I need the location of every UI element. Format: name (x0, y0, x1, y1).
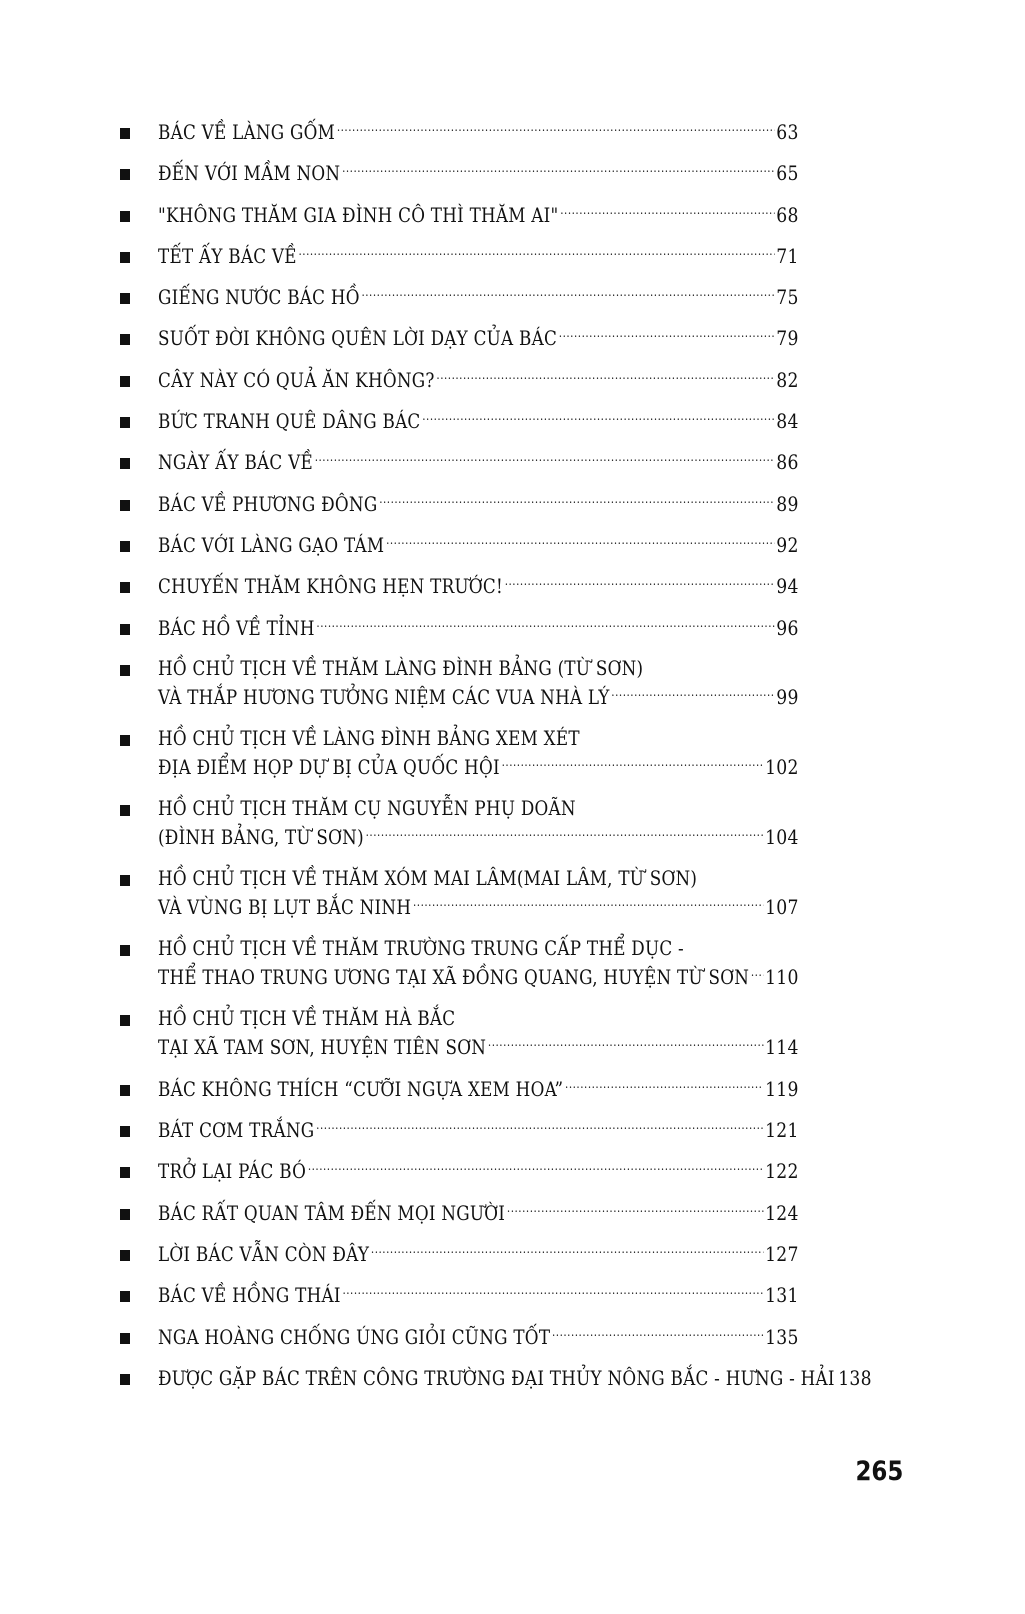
toc-entry[interactable] (120, 324, 903, 365)
toc-entry-line (158, 407, 799, 436)
square-bullet-icon (120, 376, 130, 387)
toc-entry-body (158, 490, 799, 519)
toc-entry-title: BÁC RẤT QUAN TÂM ĐẾN MỌI NGƯỜI (158, 1201, 506, 1225)
toc-entry-line (158, 324, 799, 353)
dot-leader (379, 491, 774, 511)
toc-entry[interactable] (120, 366, 903, 407)
toc-entry-title: GIẾNG NƯỚC BÁC HỒ (158, 286, 360, 310)
square-bullet-icon (120, 293, 130, 304)
dot-leader (361, 284, 774, 304)
toc-entry-page[interactable]: 119 (765, 1076, 799, 1101)
toc-entry-body (158, 572, 799, 601)
dot-leader (315, 449, 775, 469)
toc-entry-title: CHUYẾN THĂM KHÔNG HẸN TRƯỚC! (158, 575, 503, 599)
dot-leader (413, 894, 763, 914)
square-bullet-icon (120, 211, 130, 222)
square-bullet-icon (120, 169, 130, 180)
toc-entry-body (158, 725, 799, 782)
toc-entry-title: BÁC HỒ VỀ TỈNH (158, 616, 315, 640)
toc-entry-line (158, 655, 799, 683)
toc-entry-title: HỒ CHỦ TỊCH VỀ THĂM LÀNG ĐÌNH BẢNG (TỪ SƠN) (158, 656, 644, 680)
square-bullet-icon (120, 1291, 130, 1302)
toc-entry[interactable] (120, 1075, 903, 1116)
toc-entry-title: NGÀY ẤY BÁC VỀ (158, 451, 313, 475)
toc-entry-page[interactable]: 131 (765, 1283, 799, 1308)
dot-leader (552, 1324, 763, 1344)
toc-entry-title: ĐƯỢC GẶP BÁC TRÊN CÔNG TRƯỜNG ĐẠI THỦY NÔNG BẮC - HƯNG - HẢI (158, 1366, 835, 1390)
square-bullet-icon (120, 945, 130, 956)
toc-entry-title: SUỐT ĐỜI KHÔNG QUÊN LỜI DẠY CỦA BÁC (158, 327, 558, 351)
toc-entry-body (158, 118, 799, 147)
toc-entry-line (158, 490, 799, 519)
square-bullet-icon (120, 1209, 130, 1220)
toc-entry-line (158, 118, 799, 147)
dot-leader (488, 1034, 763, 1054)
toc-entry-page[interactable]: 104 (765, 824, 799, 849)
toc-entry-page[interactable]: 94 (776, 574, 799, 599)
toc-entry-title: HỒ CHỦ TỊCH VỀ LÀNG ĐÌNH BẢNG XEM XÉT (158, 726, 580, 750)
dot-leader (342, 160, 774, 180)
toc-entry-title: (ĐÌNH BẢNG, TỪ SƠN) (158, 825, 364, 849)
toc-entry-page[interactable]: 63 (776, 120, 799, 144)
toc-entry-page[interactable]: 96 (776, 615, 799, 640)
toc-entry-body (158, 1281, 799, 1310)
toc-entry-page[interactable]: 71 (776, 243, 799, 268)
toc-entry-line (158, 1116, 799, 1145)
toc-entry-page[interactable]: 107 (765, 894, 799, 919)
toc-entry-title: TẾT ẤY BÁC VỀ (158, 244, 297, 268)
toc-entry-line (158, 201, 799, 230)
dot-leader (505, 573, 775, 593)
toc-entry[interactable] (120, 614, 903, 655)
toc-entry[interactable] (120, 490, 903, 531)
toc-entry-title: HỒ CHỦ TỊCH VỀ THĂM TRƯỜNG TRUNG CẤP THỂ DỤC - (158, 936, 684, 960)
toc-entry[interactable] (120, 725, 903, 795)
toc-entry[interactable] (120, 531, 903, 572)
square-bullet-icon (120, 665, 130, 676)
square-bullet-icon (120, 624, 130, 635)
square-bullet-icon (120, 875, 130, 886)
toc-entry[interactable] (120, 655, 903, 725)
toc-entry-title: HỒ CHỦ TỊCH THĂM CỤ NGUYỄN PHỤ DOÃN (158, 796, 576, 820)
toc-entry-page[interactable]: 138 (838, 1365, 872, 1390)
dot-leader (366, 824, 764, 844)
toc-entry-line (158, 725, 799, 753)
square-bullet-icon (120, 458, 130, 469)
toc-entry-line (158, 1323, 799, 1352)
square-bullet-icon (120, 1250, 130, 1261)
dot-leader (298, 243, 774, 263)
toc-entry[interactable] (120, 1240, 903, 1281)
toc-entry-body (158, 1240, 799, 1269)
toc-entry-page[interactable]: 102 (765, 754, 799, 779)
dot-leader (502, 754, 764, 774)
toc-entry-line (158, 1281, 799, 1310)
dot-leader (559, 325, 775, 345)
toc-entry[interactable] (120, 242, 903, 283)
dot-leader (316, 1117, 763, 1137)
dot-leader (316, 615, 774, 635)
toc-entry-line (158, 1033, 799, 1062)
toc-entry-line (158, 935, 799, 963)
toc-entry-title: HỒ CHỦ TỊCH VỀ THĂM XÓM MAI LÂM(MAI LÂM, TỪ SƠN) (158, 866, 698, 890)
toc-entry[interactable] (120, 118, 903, 159)
toc-entry-title: VÀ VÙNG BỊ LỤT BẮC NINH (158, 895, 412, 919)
toc-entry-body (158, 1364, 872, 1393)
square-bullet-icon (120, 128, 130, 139)
toc-entry-title: TẠI XÃ TAM SƠN, HUYỆN TIÊN SƠN (158, 1035, 487, 1059)
toc-entry[interactable] (120, 1005, 903, 1075)
square-bullet-icon (120, 1126, 130, 1137)
toc-entry[interactable] (120, 407, 903, 448)
toc-entry-page[interactable]: 135 (765, 1324, 799, 1349)
toc-entry-line (158, 1199, 799, 1228)
dot-leader (342, 1282, 763, 1302)
toc-entry-title: BÁC VỀ PHƯƠNG ĐÔNG (158, 492, 378, 516)
toc-entry-page[interactable]: 84 (776, 409, 799, 434)
toc-entry-line (158, 795, 799, 823)
toc-entry-page[interactable]: 65 (776, 161, 799, 186)
dot-leader (308, 1158, 764, 1178)
toc-entry-body (158, 1199, 799, 1228)
toc-entry-line (158, 159, 799, 188)
toc-entry-line (158, 1005, 799, 1033)
toc-entry-page[interactable]: 82 (776, 367, 799, 392)
toc-entry[interactable] (120, 448, 903, 489)
dot-leader (422, 408, 774, 428)
toc-entry-title: VÀ THẮP HƯƠNG TƯỞNG NIỆM CÁC VUA NHÀ LÝ (158, 685, 610, 709)
toc-entry-title: TRỞ LẠI PÁC BÓ (158, 1160, 307, 1184)
dot-leader (386, 532, 774, 552)
table-of-contents (120, 118, 903, 1405)
toc-entry-title: NGA HOÀNG CHỐNG ÚNG GIỎI CŨNG TỐT (158, 1325, 551, 1349)
toc-entry-line (158, 366, 799, 395)
toc-entry-title: BÁC VỚI LÀNG GẠO TÁM (158, 533, 385, 557)
square-bullet-icon (120, 1333, 130, 1344)
toc-entry-title: "KHÔNG THĂM GIA ĐÌNH CÔ THÌ THĂM AI" (158, 203, 559, 227)
toc-entry-body (158, 1116, 799, 1145)
toc-entry-body (158, 159, 799, 188)
square-bullet-icon (120, 1015, 130, 1026)
toc-entry-line (158, 823, 799, 852)
toc-entry-page[interactable]: 68 (776, 202, 799, 227)
square-bullet-icon (120, 334, 130, 345)
toc-entry-title: ĐỊA ĐIỂM HỌP DỰ BỊ CỦA QUỐC HỘI (158, 755, 500, 779)
toc-entry-page[interactable]: 122 (765, 1159, 799, 1184)
dot-leader (337, 119, 775, 139)
toc-entry-body (158, 531, 799, 560)
toc-entry-title: ĐẾN VỚI MẦM NON (158, 162, 341, 186)
toc-entry-line (158, 531, 799, 560)
toc-entry-line (158, 1240, 799, 1269)
toc-entry-title: BÁT CƠM TRẮNG (158, 1119, 315, 1143)
toc-entry-page[interactable]: 92 (776, 532, 799, 557)
dot-leader (751, 964, 764, 984)
toc-entry-line (158, 963, 799, 992)
toc-entry-line (158, 1364, 872, 1393)
square-bullet-icon (120, 1374, 130, 1385)
toc-entry[interactable] (120, 1199, 903, 1240)
toc-entry-title: HỒ CHỦ TỊCH VỀ THĂM HÀ BẮC (158, 1006, 456, 1030)
toc-entry[interactable] (120, 1281, 903, 1322)
square-bullet-icon (120, 252, 130, 263)
toc-entry-page[interactable]: 86 (776, 450, 799, 475)
square-bullet-icon (120, 417, 130, 428)
square-bullet-icon (120, 1167, 130, 1178)
square-bullet-icon (120, 582, 130, 593)
toc-entry-body (158, 1323, 799, 1352)
toc-entry-body (158, 935, 799, 992)
toc-entry-page[interactable]: 79 (776, 326, 799, 351)
toc-entry-line (158, 865, 799, 893)
toc-entry-line (158, 1075, 799, 1104)
toc-entry[interactable] (120, 1157, 903, 1198)
dot-leader (565, 1076, 763, 1096)
toc-entry-body (158, 865, 799, 922)
toc-entry-body (158, 366, 799, 395)
toc-entry-body (158, 1005, 799, 1062)
toc-entry-line (158, 572, 799, 601)
toc-entry-line (158, 1157, 799, 1186)
toc-entry-body (158, 324, 799, 353)
page-number: 265 (855, 1456, 903, 1487)
toc-entry[interactable] (120, 795, 903, 865)
toc-entry-page[interactable]: 75 (776, 285, 799, 310)
toc-entry-body (158, 242, 799, 271)
dot-leader (371, 1241, 763, 1261)
square-bullet-icon (120, 735, 130, 746)
toc-entry-line (158, 448, 799, 477)
toc-entry-body (158, 795, 799, 852)
toc-entry[interactable] (120, 1364, 903, 1405)
toc-entry-body (158, 448, 799, 477)
toc-entry[interactable] (120, 1323, 903, 1364)
toc-entry-page[interactable]: 110 (765, 964, 799, 989)
toc-entry-page[interactable]: 89 (776, 491, 799, 516)
square-bullet-icon (120, 1085, 130, 1096)
toc-entry-page[interactable]: 121 (765, 1118, 799, 1143)
toc-entry-page[interactable]: 127 (765, 1242, 799, 1267)
toc-entry-line (158, 683, 799, 712)
toc-entry[interactable] (120, 865, 903, 935)
toc-entry-line (158, 753, 799, 782)
toc-entry-title: THỂ THAO TRUNG ƯƠNG TẠI XÃ ĐỒNG QUANG, HUYỆN TỪ SƠN (158, 965, 750, 989)
toc-entry-title: BỨC TRANH QUÊ DÂNG BÁC (158, 410, 421, 434)
dot-leader (560, 202, 774, 222)
toc-entry-page[interactable]: 124 (765, 1200, 799, 1225)
toc-entry-body (158, 1075, 799, 1104)
toc-entry-body (158, 614, 799, 643)
toc-entry-body (158, 655, 799, 712)
toc-entry-body (158, 283, 799, 312)
toc-entry[interactable] (120, 1116, 903, 1157)
toc-entry-title: CÂY NÀY CÓ QUẢ ĂN KHÔNG? (158, 368, 435, 392)
toc-entry-body (158, 201, 799, 230)
toc-entry-line (158, 283, 799, 312)
dot-leader (436, 367, 774, 387)
square-bullet-icon (120, 500, 130, 511)
square-bullet-icon (120, 805, 130, 816)
toc-entry-line (158, 242, 799, 271)
toc-entry[interactable] (120, 935, 903, 1005)
toc-entry[interactable] (120, 201, 903, 242)
dot-leader (611, 684, 774, 704)
toc-entry-title: BÁC KHÔNG THÍCH “CƯỠI NGỰA XEM HOA” (158, 1077, 564, 1101)
toc-entry-title: LỜI BÁC VẪN CÒN ĐÂY (158, 1243, 370, 1267)
toc-entry-title: BÁC VỀ HỒNG THÁI (158, 1284, 341, 1308)
toc-entry-body (158, 407, 799, 436)
toc-entry[interactable] (120, 572, 903, 613)
toc-entry-title: BÁC VỀ LÀNG GỐM (158, 121, 336, 144)
toc-entry-line (158, 893, 799, 922)
toc-entry[interactable] (120, 159, 903, 200)
toc-entry-body (158, 1157, 799, 1186)
square-bullet-icon (120, 541, 130, 552)
toc-entry[interactable] (120, 283, 903, 324)
toc-entry-page[interactable]: 114 (765, 1034, 799, 1059)
toc-entry-line (158, 614, 799, 643)
toc-entry-page[interactable]: 99 (776, 684, 799, 709)
dot-leader (507, 1200, 763, 1220)
